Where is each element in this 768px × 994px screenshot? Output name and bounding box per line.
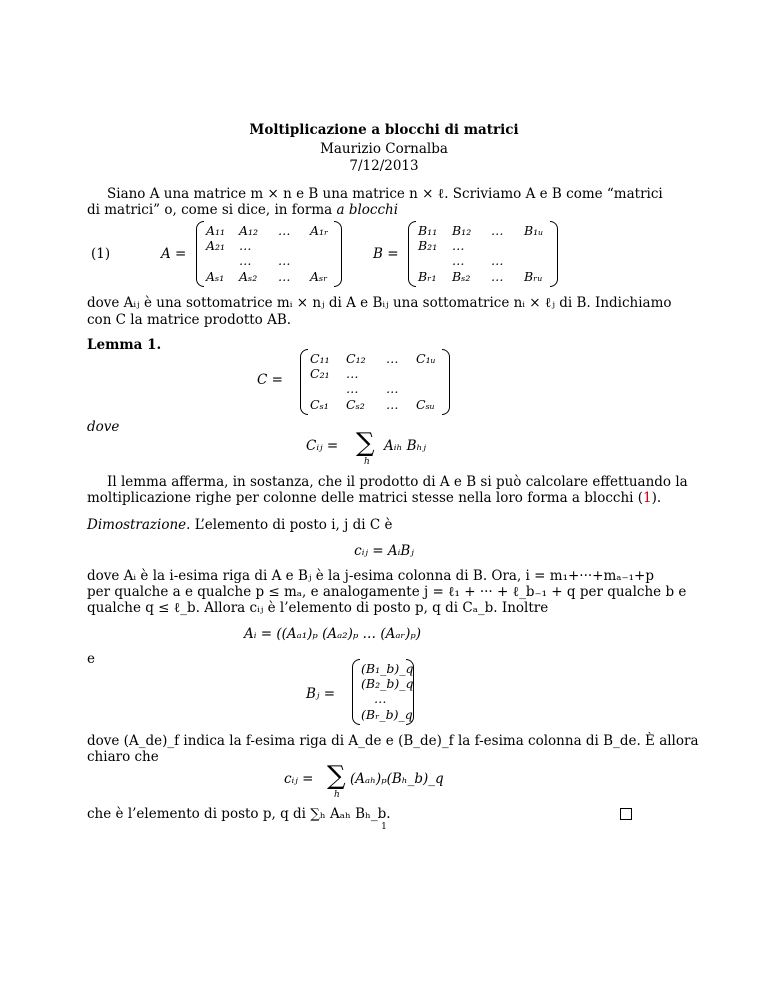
matrix-a: [196, 221, 342, 287]
eq-final-rhs: (Aₐₕ)ₚ(Bₕ_b)_q: [350, 771, 444, 787]
matrix-b-cell: …: [452, 238, 465, 253]
matrix-b-cell: …: [452, 253, 465, 268]
matrix-a-cell: Aₛᵣ: [310, 269, 328, 284]
page-number: 1: [381, 822, 387, 832]
lemma-dove: dove: [87, 419, 120, 435]
matrix-bj-left-bracket: [352, 659, 360, 725]
matrix-bj-cell: …: [374, 691, 387, 706]
lemma-text-2: [87, 490, 661, 506]
matrix-b-cell: B₁₁: [418, 223, 438, 238]
matrix-c-cell: Cₛ₁: [310, 397, 329, 412]
matrix-b-cell: Bᵣ₁: [418, 269, 437, 284]
matrix-c-name: C =: [257, 372, 283, 388]
matrix-b-cell: …: [491, 223, 504, 238]
eq-ai: Aᵢ = ((Aₐ₁)ₚ (Aₐ₂)ₚ … (Aₐᵣ)ₚ): [244, 626, 422, 642]
conjunction-e: e: [87, 651, 95, 667]
matrix-a-cell: A₁₁: [206, 223, 226, 238]
bj-name: Bⱼ =: [306, 686, 336, 702]
matrix-c-cell: Cₛᵤ: [416, 397, 435, 412]
matrix-a-cell: A₂₁: [206, 238, 226, 253]
matrix-b-name: B =: [373, 246, 399, 262]
sum-index: h: [364, 457, 370, 467]
equation-ref-link[interactable]: 1: [643, 490, 652, 506]
matrix-a-cell: Aₛ₂: [239, 269, 258, 284]
proof-head: Dimostrazione.: [87, 517, 191, 533]
proof-line-4: qualche q ≤ ℓ_b. Allora cᵢⱼ è l’elemento di posto p, q di Cₐ_b. Inoltre: [87, 600, 549, 616]
intro-line-2-text: di matrici” o, come si dice, in forma: [87, 202, 337, 218]
matrix-a-left-bracket: [196, 221, 204, 287]
matrix-c-cell: C₁₂: [346, 351, 366, 366]
proof-line-6: chiaro che: [87, 749, 159, 765]
matrix-bj-cell: (B₂_b)_q: [361, 676, 414, 691]
matrix-c-right-bracket: [442, 349, 450, 415]
cij-rhs: Aᵢₕ Bₕⱼ: [384, 438, 426, 454]
matrix-a-cell: …: [239, 238, 252, 253]
matrix-c-cell: C₂₁: [310, 366, 330, 381]
matrix-b: [408, 221, 558, 287]
matrix-a-cell: …: [239, 253, 252, 268]
matrix-c-cell: …: [386, 351, 399, 366]
matrix-a-cell: Aₛ₁: [206, 269, 225, 284]
matrix-c-cell: Cₛ₂: [346, 397, 365, 412]
matrix-c-cell: …: [346, 381, 359, 396]
lemma-text-2-end: ).: [651, 490, 662, 506]
sum-index-final: h: [334, 790, 340, 800]
lemma-text-1: Il lemma afferma, in sostanza, che il prodotto di A e B si può calcolare effettuando la: [107, 474, 688, 490]
proof-line-1: [87, 517, 392, 533]
paper-title: Moltiplicazione a blocchi di matrici: [249, 122, 519, 138]
date: 7/12/2013: [349, 158, 419, 174]
eq-final-lhs: cᵢⱼ =: [284, 771, 314, 787]
matrix-a-right-bracket: [334, 221, 342, 287]
matrix-a-cell: A₁ᵣ: [310, 223, 329, 238]
after-line-2: con C la matrice prodotto AB.: [87, 312, 292, 328]
matrix-c-left-bracket: [300, 349, 308, 415]
matrix-a-name: A =: [161, 246, 187, 262]
proof-line-5: dove (A_de)_f indica la f-esima riga di A_de e (B_de)_f la f-esima colonna di B_de. È allora: [87, 733, 699, 749]
sum-symbol: ∑: [356, 428, 375, 458]
lemma-title: Lemma 1.: [87, 337, 162, 353]
intro-emphasis: a blocchi: [336, 202, 399, 218]
qed-square-icon: [620, 808, 632, 820]
matrix-b-left-bracket: [408, 221, 416, 287]
author: Maurizio Cornalba: [320, 141, 448, 157]
intro-line-2: [87, 202, 398, 218]
matrix-a-cell: …: [278, 253, 291, 268]
equation-label: (1): [91, 246, 111, 262]
matrix-bj-cell: (Bᵣ_b)_q: [361, 707, 413, 722]
matrix-c-cell: C₁₁: [310, 351, 330, 366]
matrix-a-cell: …: [278, 269, 291, 284]
proof-line-3: per qualche a e qualche p ≤ mₐ, e analogamente j = ℓ₁ + ··· + ℓ_b₋₁ + q per qualche b e: [87, 584, 687, 600]
matrix-b-cell: Bᵣᵤ: [524, 269, 543, 284]
matrix-b-right-bracket: [550, 221, 558, 287]
matrix-bj-cell: (B₁_b)_q: [361, 661, 414, 676]
proof-line-1-text: L’elemento di posto i, j di C è: [190, 517, 393, 533]
matrix-a-cell: A₁₂: [239, 223, 259, 238]
matrix-c-cell: C₁ᵤ: [416, 351, 436, 366]
matrix-c-cell: …: [386, 381, 399, 396]
matrix-b-cell: B₁ᵤ: [524, 223, 544, 238]
matrix-a-cell: …: [278, 223, 291, 238]
matrix-c-cell: …: [386, 397, 399, 412]
matrix-c-cell: …: [346, 366, 359, 381]
proof-line-2: dove Aᵢ è la i-esima riga di A e Bⱼ è la j-esima colonna di B. Ora, i = m₁+···+mₐ₋₁+p: [87, 568, 654, 584]
intro-line-1: Siano A una matrice m × n e B una matrice n × ℓ. Scriviamo A e B come “matrici: [107, 186, 663, 202]
lemma-text-2-body: moltiplicazione righe per colonne delle matrici stesse nella loro forma a blocchi (: [87, 490, 644, 506]
matrix-c: [300, 349, 450, 415]
cij-lhs: Cᵢⱼ =: [306, 438, 339, 454]
matrix-b-cell: …: [491, 269, 504, 284]
final-line: che è l’elemento di posto p, q di ∑ₕ Aₐₕ Bₕ_b.: [87, 806, 391, 822]
matrix-b-cell: B₂₁: [418, 238, 438, 253]
eq-cij: cᵢⱼ = AᵢBⱼ: [354, 543, 414, 559]
sum-symbol-final: ∑: [327, 761, 346, 791]
matrix-b-cell: …: [491, 253, 504, 268]
after-line-1: dove Aᵢⱼ è una sottomatrice mᵢ × nⱼ di A e Bᵢⱼ una sottomatrice nᵢ × ℓⱼ di B. Indichiamo: [87, 295, 672, 311]
matrix-b-cell: B₁₂: [452, 223, 472, 238]
matrix-b-cell: Bₛ₂: [452, 269, 471, 284]
matrix-bj: [352, 659, 414, 725]
